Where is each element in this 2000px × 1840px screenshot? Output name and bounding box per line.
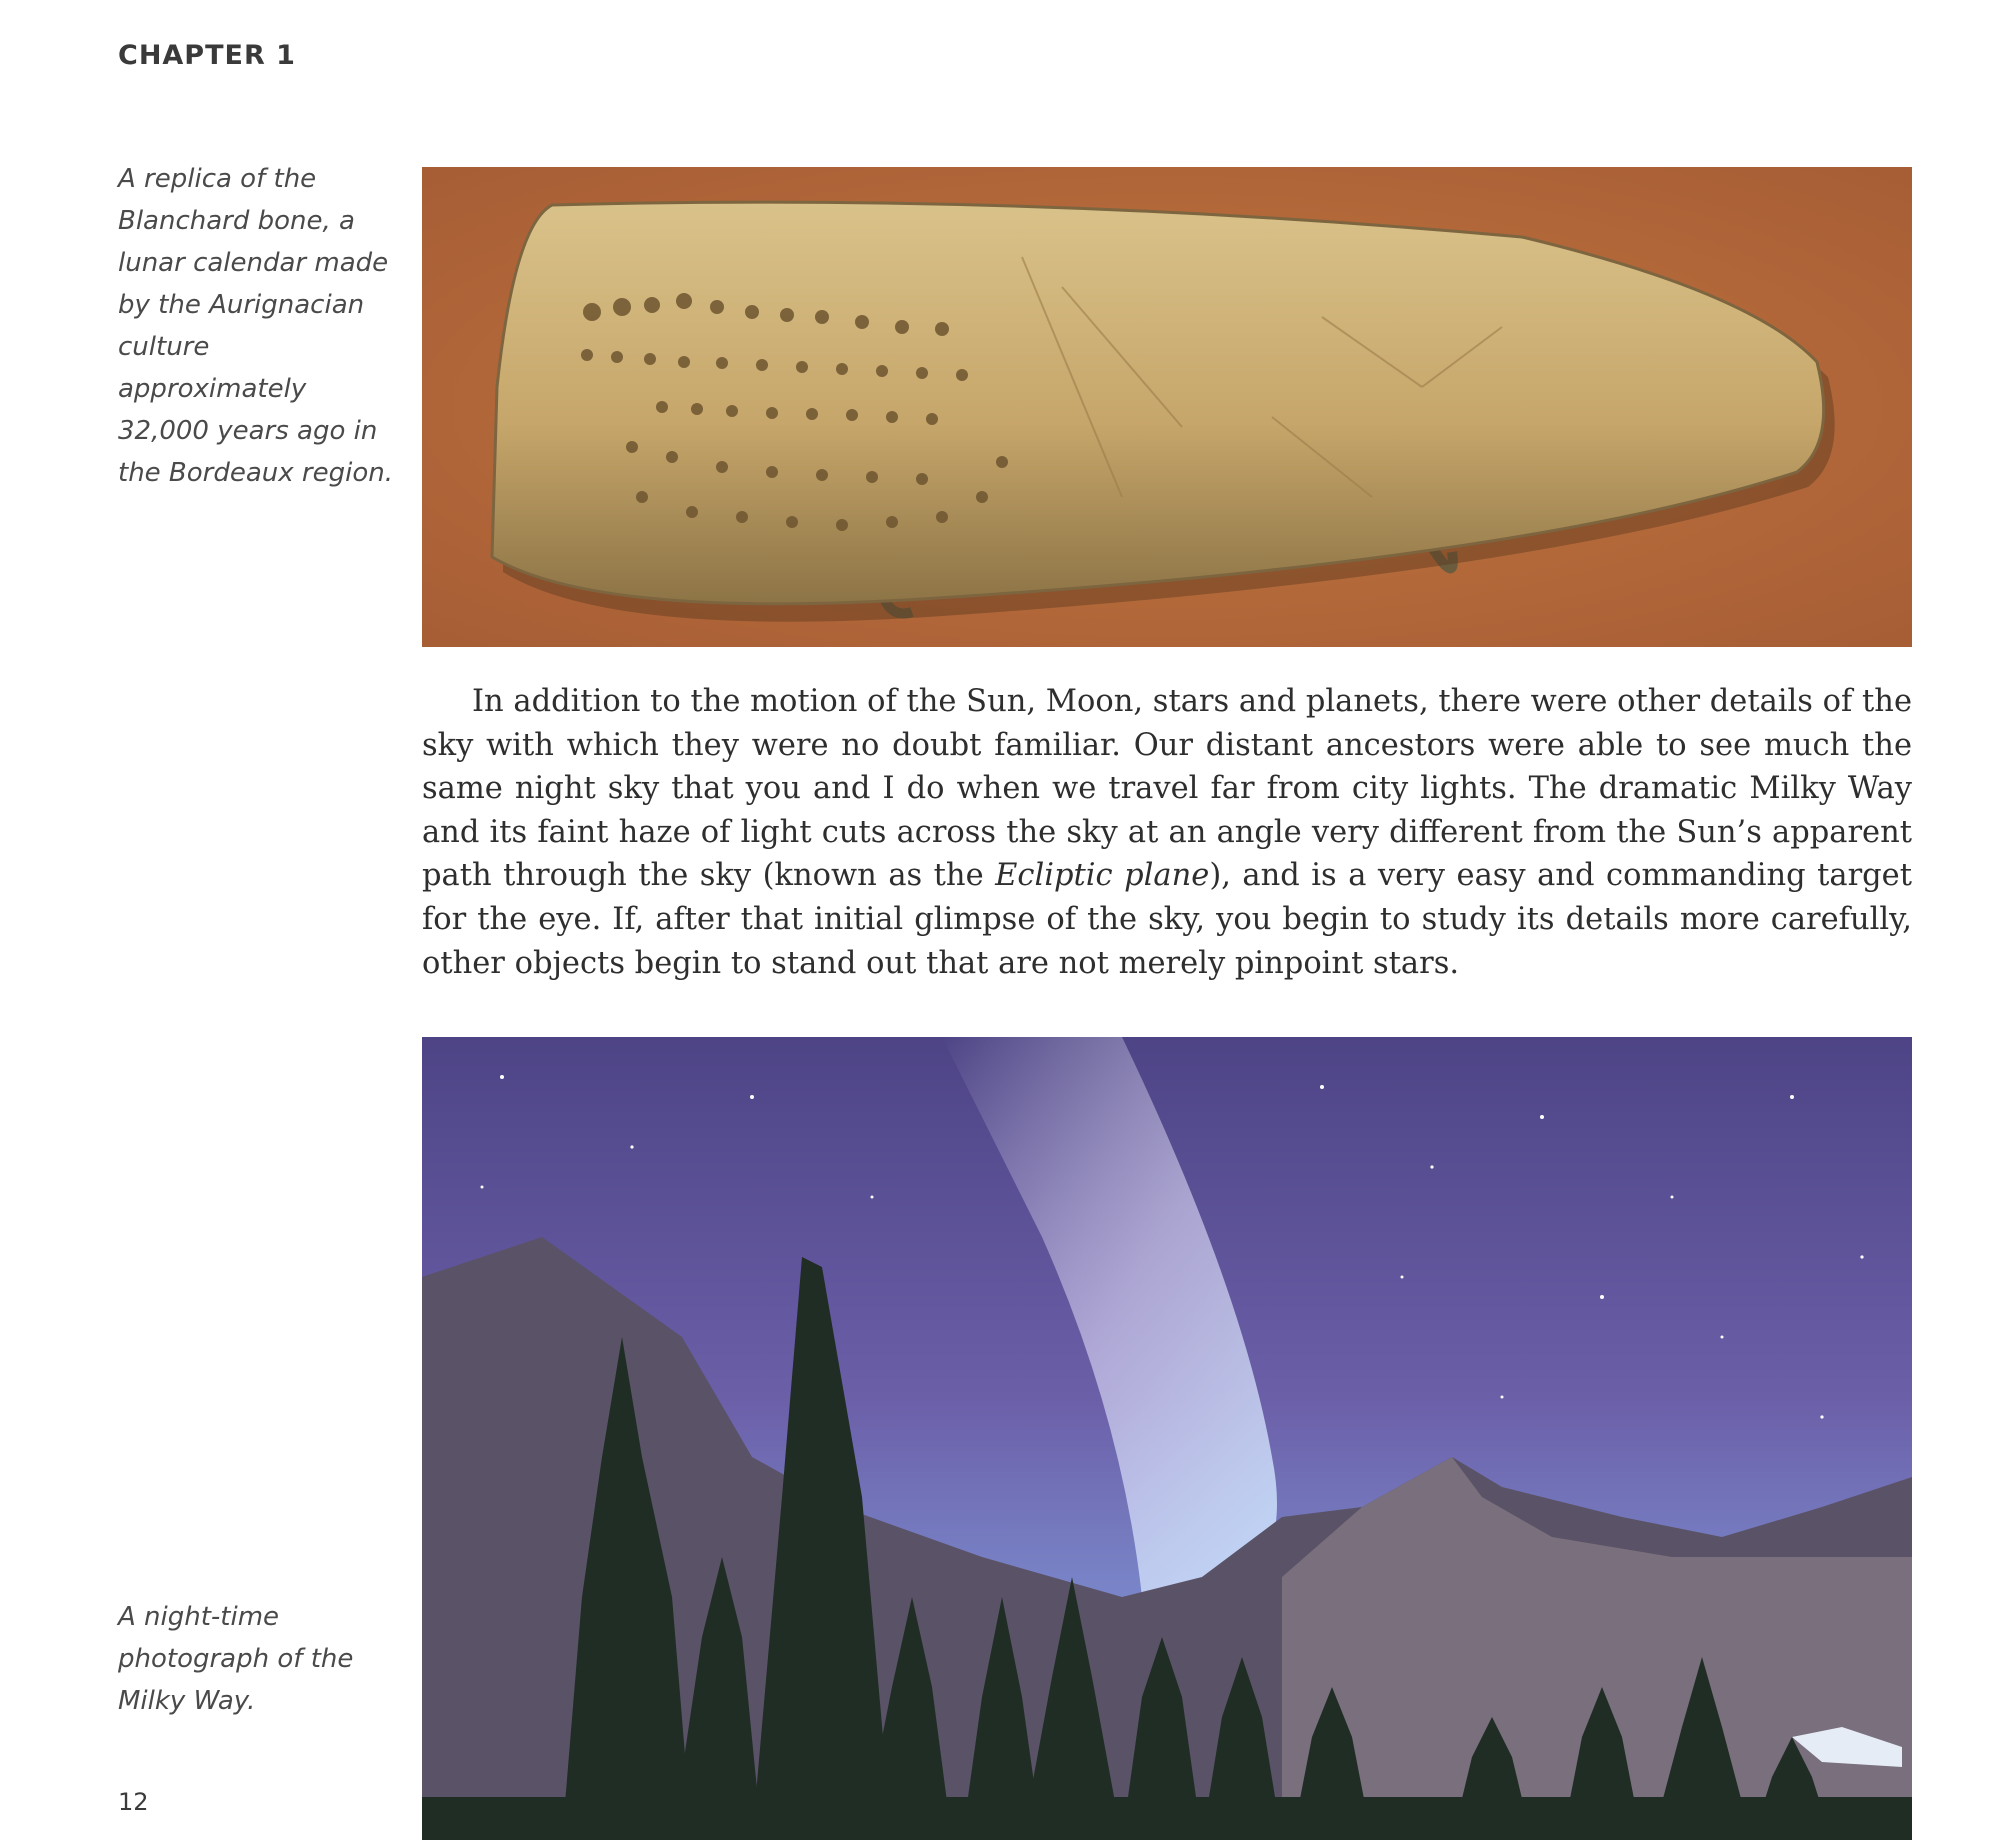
milky-way-photo <box>422 1037 1912 1840</box>
body-text-part-2: ), and is a very easy and commanding target for the eye. If, after that initial glimpse of the sky, you begin to study its details more carefully, other objects begin to stand out that are not merely pinpoint stars. <box>422 858 1912 981</box>
body-text-part-1: In addition to the motion of the Sun, Moon, stars and planets, there were other details of the sky with which they were no doubt familiar. Our distant ancestors were able to see much the same night sky that you and I do when we travel far from city lights. The dramatic Milky Way and its faint haze of light cuts across the sky at an angle very different from the Sun’s apparent path through the sky (known as the <box>422 684 1912 894</box>
blanchard-bone-photo <box>422 167 1912 647</box>
chapter-heading: CHAPTER 1 <box>118 40 296 71</box>
body-paragraph <box>422 680 1912 985</box>
ecliptic-plane-term: Ecliptic plane <box>995 858 1210 894</box>
milky-way-caption: A night-time photograph of the Milky Way. <box>118 1602 354 1716</box>
page-number: 12 <box>118 1788 149 1816</box>
bone-caption: A replica of the Blanchard bone, a lunar calendar made by the Aurignacian culture approximately 32,000 years ago in the Bordeaux region. <box>118 164 393 488</box>
